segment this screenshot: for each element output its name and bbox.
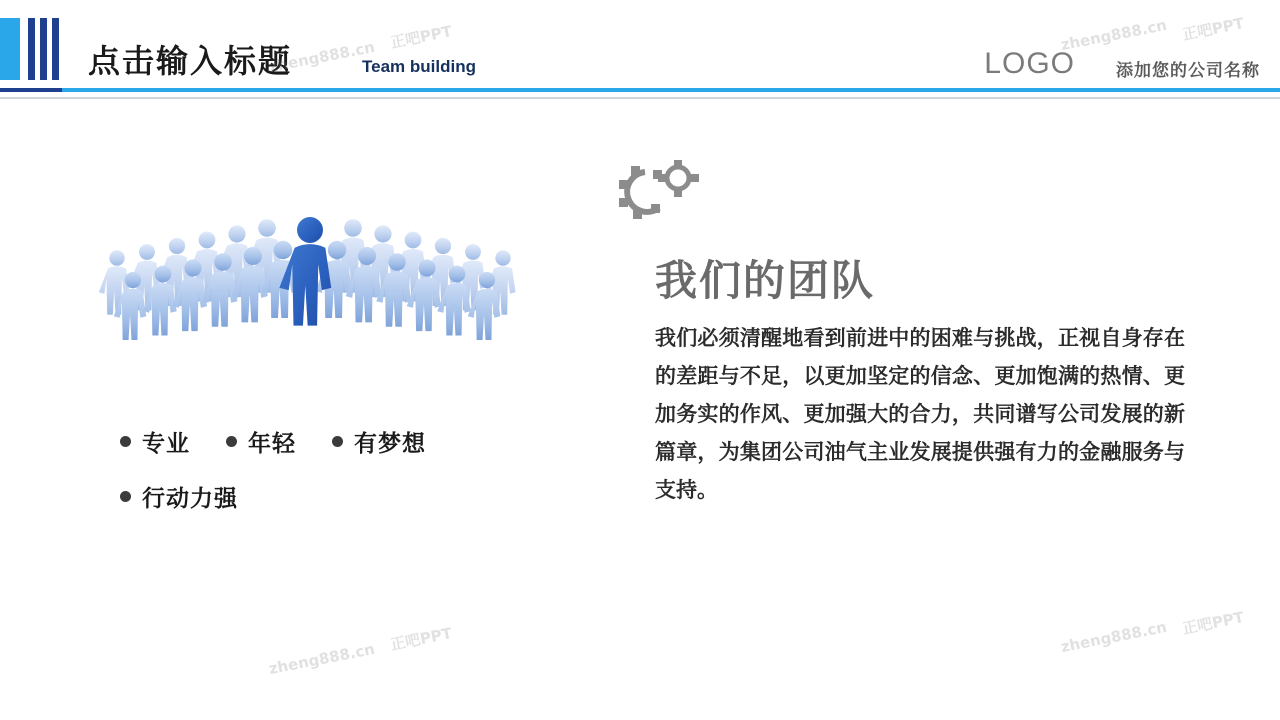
- list-item: [332, 425, 426, 458]
- slide-title: 点击输入标题: [88, 43, 293, 79]
- header-underline-navy: [0, 88, 62, 92]
- list-item: [120, 480, 238, 513]
- header-accent-bar-navy-3: [52, 18, 59, 80]
- watermark-site: zheng888.cn: [1059, 617, 1169, 657]
- list-item-label: 有梦想: [354, 430, 426, 456]
- slide-header: [0, 0, 1280, 98]
- watermark-brand: 正吧PPT: [1180, 608, 1246, 638]
- header-accent-bar-blue: [0, 18, 20, 80]
- bullet-dot-icon: [226, 436, 237, 447]
- bullet-dot-icon: [332, 436, 343, 447]
- list-item-label: 专业: [142, 430, 190, 456]
- slide-subtitle: Team building: [362, 57, 476, 76]
- watermark-site: zheng888.cn: [1059, 15, 1169, 55]
- list-item: [120, 425, 190, 458]
- team-traits-row-1: [120, 425, 550, 458]
- header-underline-blue: [0, 88, 1280, 92]
- list-item-label: 年轻: [248, 430, 296, 456]
- team-traits-row-2: [120, 480, 550, 513]
- watermark-brand: 正吧PPT: [388, 624, 454, 654]
- bullet-dot-icon: [120, 491, 131, 502]
- header-accent-bar-navy-2: [40, 18, 47, 80]
- gears-icon: [612, 160, 702, 235]
- logo-placeholder: LOGO: [984, 47, 1075, 80]
- watermark-site: zheng888.cn: [267, 639, 377, 679]
- section-paragraph: 我们必须清醒地看到前进中的困难与挑战，正视自身存在的差距与不足，以更加坚定的信念、更加饱满的热情、更加务实的作风、更加强大的合力，共同谱写公司发展的新篇章，为集团公司油气主业发展提供强有力的金融服务与支持。: [655, 327, 1185, 502]
- header-accent-bar-navy-1: [28, 18, 35, 80]
- header-divider: [0, 97, 1280, 99]
- watermark-site: zheng888.cn: [267, 37, 377, 77]
- section-heading: 我们的团队: [655, 257, 876, 304]
- watermark-brand: 正吧PPT: [1180, 14, 1246, 44]
- watermark-brand: 正吧PPT: [388, 22, 454, 52]
- bullet-dot-icon: [120, 436, 131, 447]
- list-item: [226, 425, 296, 458]
- crowd-of-people-icon: [95, 200, 525, 390]
- company-name: 添加您的公司名称: [1116, 61, 1260, 80]
- team-traits-list: [120, 425, 550, 535]
- list-item-label: 行动力强: [142, 485, 238, 511]
